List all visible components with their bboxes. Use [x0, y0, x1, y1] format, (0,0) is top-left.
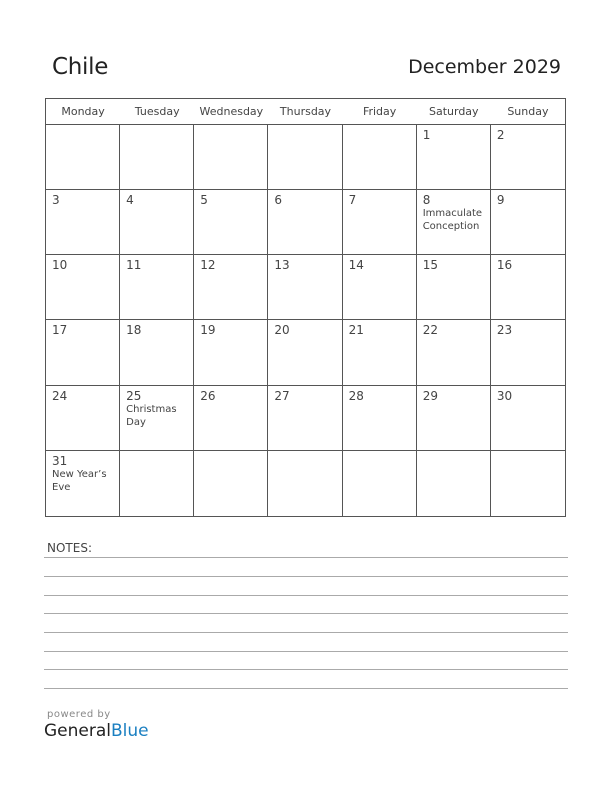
month-year-title: December 2029	[408, 56, 561, 78]
day-number: 12	[200, 258, 216, 273]
day-cell	[343, 451, 417, 516]
day-number: 19	[200, 323, 216, 338]
day-number: 2	[496, 128, 505, 142]
day-cell	[417, 190, 491, 255]
weekday-monday: Monday	[61, 105, 105, 118]
weekday-saturday: Saturday	[428, 105, 479, 118]
day-cell	[268, 125, 342, 190]
weekday-header-row	[46, 99, 565, 125]
day-number: 25	[126, 388, 142, 403]
day-cell	[194, 190, 268, 255]
day-cell	[46, 320, 120, 385]
day-number: 20	[274, 323, 290, 338]
day-cell	[120, 255, 194, 320]
day-cell	[491, 320, 565, 385]
note-line	[44, 595, 568, 596]
weekday-wednesday: Wednesday	[199, 105, 264, 118]
weekday-tuesday: Tuesday	[134, 105, 180, 118]
day-cell	[491, 255, 565, 320]
day-cell	[120, 386, 194, 451]
day-cell	[417, 125, 491, 190]
day-cell	[491, 451, 565, 516]
note-line	[44, 576, 568, 577]
day-cell	[343, 190, 417, 255]
country-title: Chile	[52, 54, 109, 80]
day-cell	[194, 320, 268, 385]
holiday-label: Immaculate	[422, 208, 483, 220]
day-number: 13	[274, 258, 290, 273]
day-cell	[268, 190, 342, 255]
day-cell	[343, 255, 417, 320]
day-cell	[194, 255, 268, 320]
day-cell	[194, 451, 268, 516]
calendar-grid	[45, 98, 566, 517]
notes-label: NOTES:	[47, 541, 92, 555]
brand-general: General	[44, 721, 111, 741]
day-number: 23	[496, 323, 513, 338]
day-cell	[268, 451, 342, 516]
day-cell	[46, 451, 120, 516]
day-cell	[46, 190, 120, 255]
day-number: 10	[52, 258, 68, 273]
holiday-label: New Year’s	[52, 468, 107, 480]
note-line	[44, 632, 568, 633]
day-number: 1	[422, 128, 431, 142]
day-cell	[417, 320, 491, 385]
note-line	[44, 557, 568, 558]
day-number: 14	[348, 258, 364, 273]
day-number: 6	[274, 193, 283, 208]
day-cell	[194, 386, 268, 451]
holiday-label: Christmas	[126, 403, 177, 415]
day-cell	[417, 255, 491, 320]
day-cell	[491, 386, 565, 451]
day-cell	[417, 451, 491, 516]
day-cell	[417, 386, 491, 451]
day-number: 15	[422, 258, 438, 273]
day-number: 17	[52, 323, 68, 338]
day-number: 8	[422, 193, 431, 208]
weekday-friday: Friday	[362, 105, 397, 118]
day-number: 24	[52, 388, 68, 403]
day-number: 18	[126, 323, 142, 338]
note-line	[44, 651, 568, 652]
day-number: 11	[126, 258, 142, 273]
day-cell	[120, 190, 194, 255]
day-cell	[343, 125, 417, 190]
day-cell	[46, 386, 120, 451]
day-cell	[46, 255, 120, 320]
day-number: 9	[496, 193, 505, 208]
day-number: 26	[200, 388, 216, 403]
day-number: 7	[348, 193, 357, 208]
day-number: 4	[126, 193, 134, 208]
days-grid	[46, 125, 565, 516]
day-cell	[268, 320, 342, 385]
day-number: 28	[348, 388, 364, 403]
day-cell	[194, 125, 268, 190]
day-number: 3	[52, 193, 60, 208]
day-cell	[491, 125, 565, 190]
day-number: 16	[496, 258, 513, 273]
note-line	[44, 688, 568, 689]
weekday-thursday: Thursday	[279, 105, 332, 118]
day-cell	[120, 451, 194, 516]
holiday-label: Day	[126, 416, 146, 428]
holiday-label: Eve	[52, 481, 71, 493]
day-cell	[343, 320, 417, 385]
day-cell	[268, 255, 342, 320]
day-number: 21	[348, 323, 364, 338]
holiday-label: Conception	[422, 221, 480, 233]
day-number: 29	[422, 388, 438, 403]
day-number: 30	[496, 388, 513, 403]
day-cell	[120, 125, 194, 190]
day-number: 27	[274, 388, 290, 403]
brand-logo	[44, 721, 149, 741]
day-cell	[491, 190, 565, 255]
day-cell	[46, 125, 120, 190]
day-number: 22	[422, 323, 438, 338]
day-number: 5	[200, 193, 208, 208]
note-line	[44, 669, 568, 670]
day-cell	[343, 386, 417, 451]
note-line	[44, 613, 568, 614]
brand-blue: Blue	[111, 721, 149, 741]
weekday-sunday: Sunday	[507, 105, 549, 118]
day-number: 31	[52, 453, 68, 468]
day-cell	[120, 320, 194, 385]
powered-by-text: powered by	[47, 709, 111, 720]
day-cell	[268, 386, 342, 451]
